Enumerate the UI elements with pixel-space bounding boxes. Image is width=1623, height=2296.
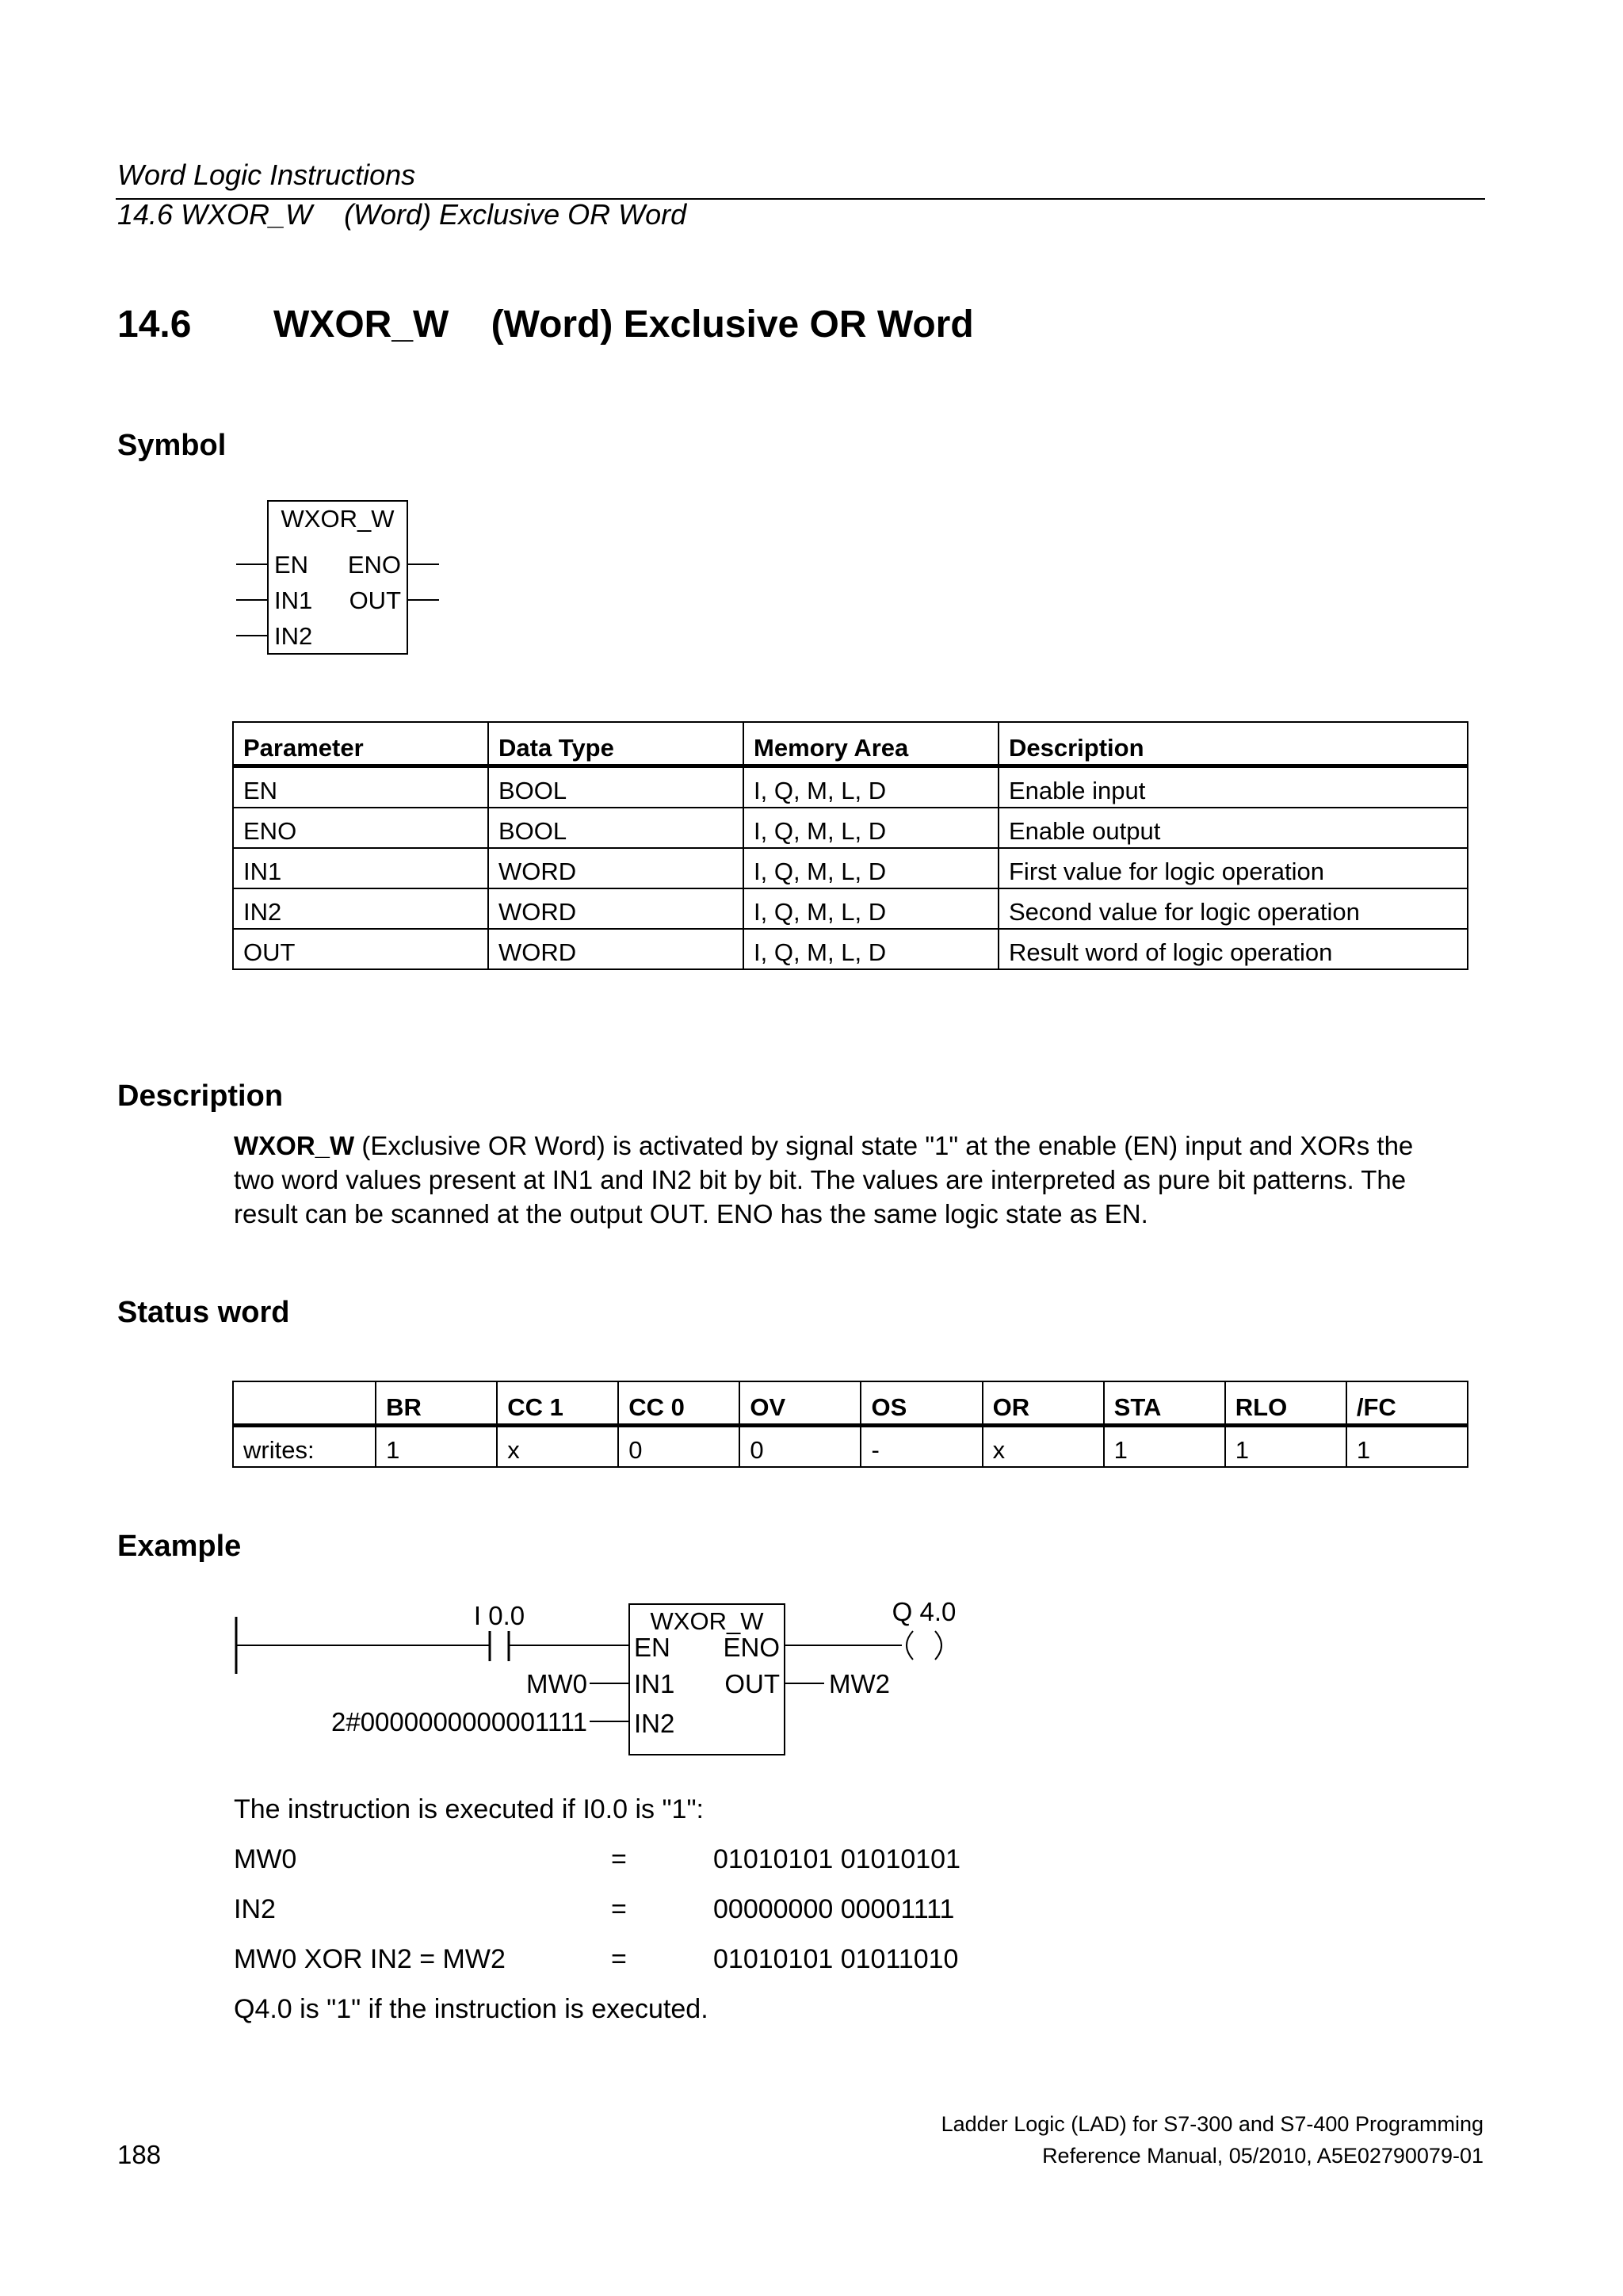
example-line-1-eq: = [611,1844,627,1874]
status-col-header: OR [983,1381,1104,1426]
table-cell: Second value for logic operation [999,888,1468,929]
description-line-2: two word values present at IN1 and IN2 bit by bit. The values are interpreted as pure bit patterns. The [234,1165,1407,1194]
status-cell: x [497,1426,618,1468]
col-header-data-type: Data Type [488,722,743,766]
example-line-2-name: IN2 [234,1894,276,1924]
status-col-header: CC 1 [497,1381,618,1426]
description-heading: Description [117,1079,284,1113]
table-cell: WORD [488,848,743,888]
description-line-1-text: (Exclusive OR Word) is activated by signal state "1" at the enable (EN) input and XORs the [354,1131,1414,1160]
table-row [233,808,1468,848]
table-cell: ENO [233,808,488,848]
table-cell: I, Q, M, L, D [743,848,999,888]
table-cell: I, Q, M, L, D [743,808,999,848]
example-line-2-eq: = [611,1894,627,1924]
contact-label: I 0.0 [473,1601,525,1630]
table-cell: I, Q, M, L, D [743,888,999,929]
parameter-table-header [233,722,1468,766]
status-col-header: RLO [1225,1381,1346,1426]
section-title: WXOR_W (Word) Exclusive OR Word [273,304,974,346]
example-pin-en: EN [634,1633,670,1662]
description-line-3: result can be scanned at the output OUT. ENO has the same logic state as EN. [234,1199,1148,1228]
example-pin-eno: ENO [723,1633,780,1662]
table-row [233,929,1468,969]
table-cell: WORD [488,888,743,929]
status-col-header: CC 0 [618,1381,739,1426]
example-result: Q4.0 is "1" if the instruction is executed. [234,1994,708,2024]
example-pin-out: OUT [724,1669,780,1698]
coil-right-arc [935,1631,941,1660]
example-block-name: WXOR_W [650,1607,764,1635]
symbol-pin-in2: IN2 [274,622,313,650]
symbol-pin-eno: ENO [347,551,401,579]
status-word-table [232,1381,1468,1468]
table-cell: EN [233,766,488,808]
description-paragraph [234,1129,1486,1231]
status-word-row [233,1426,1468,1468]
table-row [233,766,1468,808]
status-cell: writes: [233,1426,376,1468]
status-cell: 1 [376,1426,497,1468]
col-header-parameter: Parameter [233,722,488,766]
table-cell: First value for logic operation [999,848,1468,888]
symbol-pin-in1: IN1 [274,586,313,614]
status-cell: 1 [1225,1426,1346,1468]
example-pin-in1: IN1 [634,1669,675,1698]
status-col-header: OS [861,1381,982,1426]
example-line-3-value: 01010101 01011010 [713,1944,959,1974]
parameter-table [232,721,1468,970]
out-operand: MW2 [829,1669,890,1698]
table-cell: I, Q, M, L, D [743,766,999,808]
status-cell: 1 [1104,1426,1225,1468]
symbol-pin-out: OUT [349,586,401,614]
example-intro: The instruction is executed if I0.0 is "1": [234,1794,704,1824]
example-heading: Example [117,1530,242,1563]
symbol-heading: Symbol [117,429,227,462]
page-number: 188 [117,2140,162,2169]
table-cell: Result word of logic operation [999,929,1468,969]
table-cell: BOOL [488,808,743,848]
status-col-header: OV [739,1381,861,1426]
table-cell: Enable input [999,766,1468,808]
status-cell: - [861,1426,982,1468]
example-line-2-value: 00000000 00001111 [713,1894,955,1924]
description-bold-lead: WXOR_W [234,1131,355,1160]
description-line-1 [234,1129,1486,1163]
status-word-heading: Status word [117,1296,290,1329]
coil-left-arc [907,1631,913,1660]
table-cell: WORD [488,929,743,969]
table-cell: Enable output [999,808,1468,848]
symbol-diagram [230,491,452,666]
status-col-header: STA [1104,1381,1225,1426]
table-cell: OUT [233,929,488,969]
footer-line-2: Reference Manual, 05/2010, A5E02790079-01 [1042,2144,1484,2168]
example-line-3-eq: = [611,1944,627,1974]
table-cell: BOOL [488,766,743,808]
example-pin-in2: IN2 [634,1709,675,1738]
in2-operand: 2#0000000000001111 [330,1707,587,1736]
footer-line-1: Ladder Logic (LAD) for S7-300 and S7-400 Programming [941,2112,1484,2136]
status-cell: 0 [739,1426,861,1468]
col-header-memory-area: Memory Area [743,722,999,766]
section-number: 14.6 [117,304,192,346]
status-cell: 1 [1346,1426,1468,1468]
example-line-1-value: 01010101 01010101 [713,1844,960,1874]
table-cell: I, Q, M, L, D [743,929,999,969]
status-col-header: BR [376,1381,497,1426]
example-ladder-diagram [222,1585,983,1759]
example-line-1-name: MW0 [234,1844,297,1874]
status-word-header-row [233,1381,1468,1426]
footer-reference [533,2108,1484,2172]
symbol-block-name: WXOR_W [281,505,395,533]
in1-operand: MW0 [526,1669,587,1698]
status-cell: x [983,1426,1104,1468]
status-cell: 0 [618,1426,739,1468]
table-row [233,848,1468,888]
table-cell: IN2 [233,888,488,929]
symbol-pin-en: EN [274,551,309,579]
col-header-description: Description [999,722,1468,766]
table-cell: IN1 [233,848,488,888]
running-header-section: 14.6 WXOR_W (Word) Exclusive OR Word [117,198,687,231]
running-header-chapter: Word Logic Instructions [117,159,416,191]
status-col-header: /FC [1346,1381,1468,1426]
status-col-header [233,1381,376,1426]
table-row [233,888,1468,929]
example-line-3-name: MW0 XOR IN2 = MW2 [234,1944,506,1974]
coil-label: Q 4.0 [892,1597,957,1626]
